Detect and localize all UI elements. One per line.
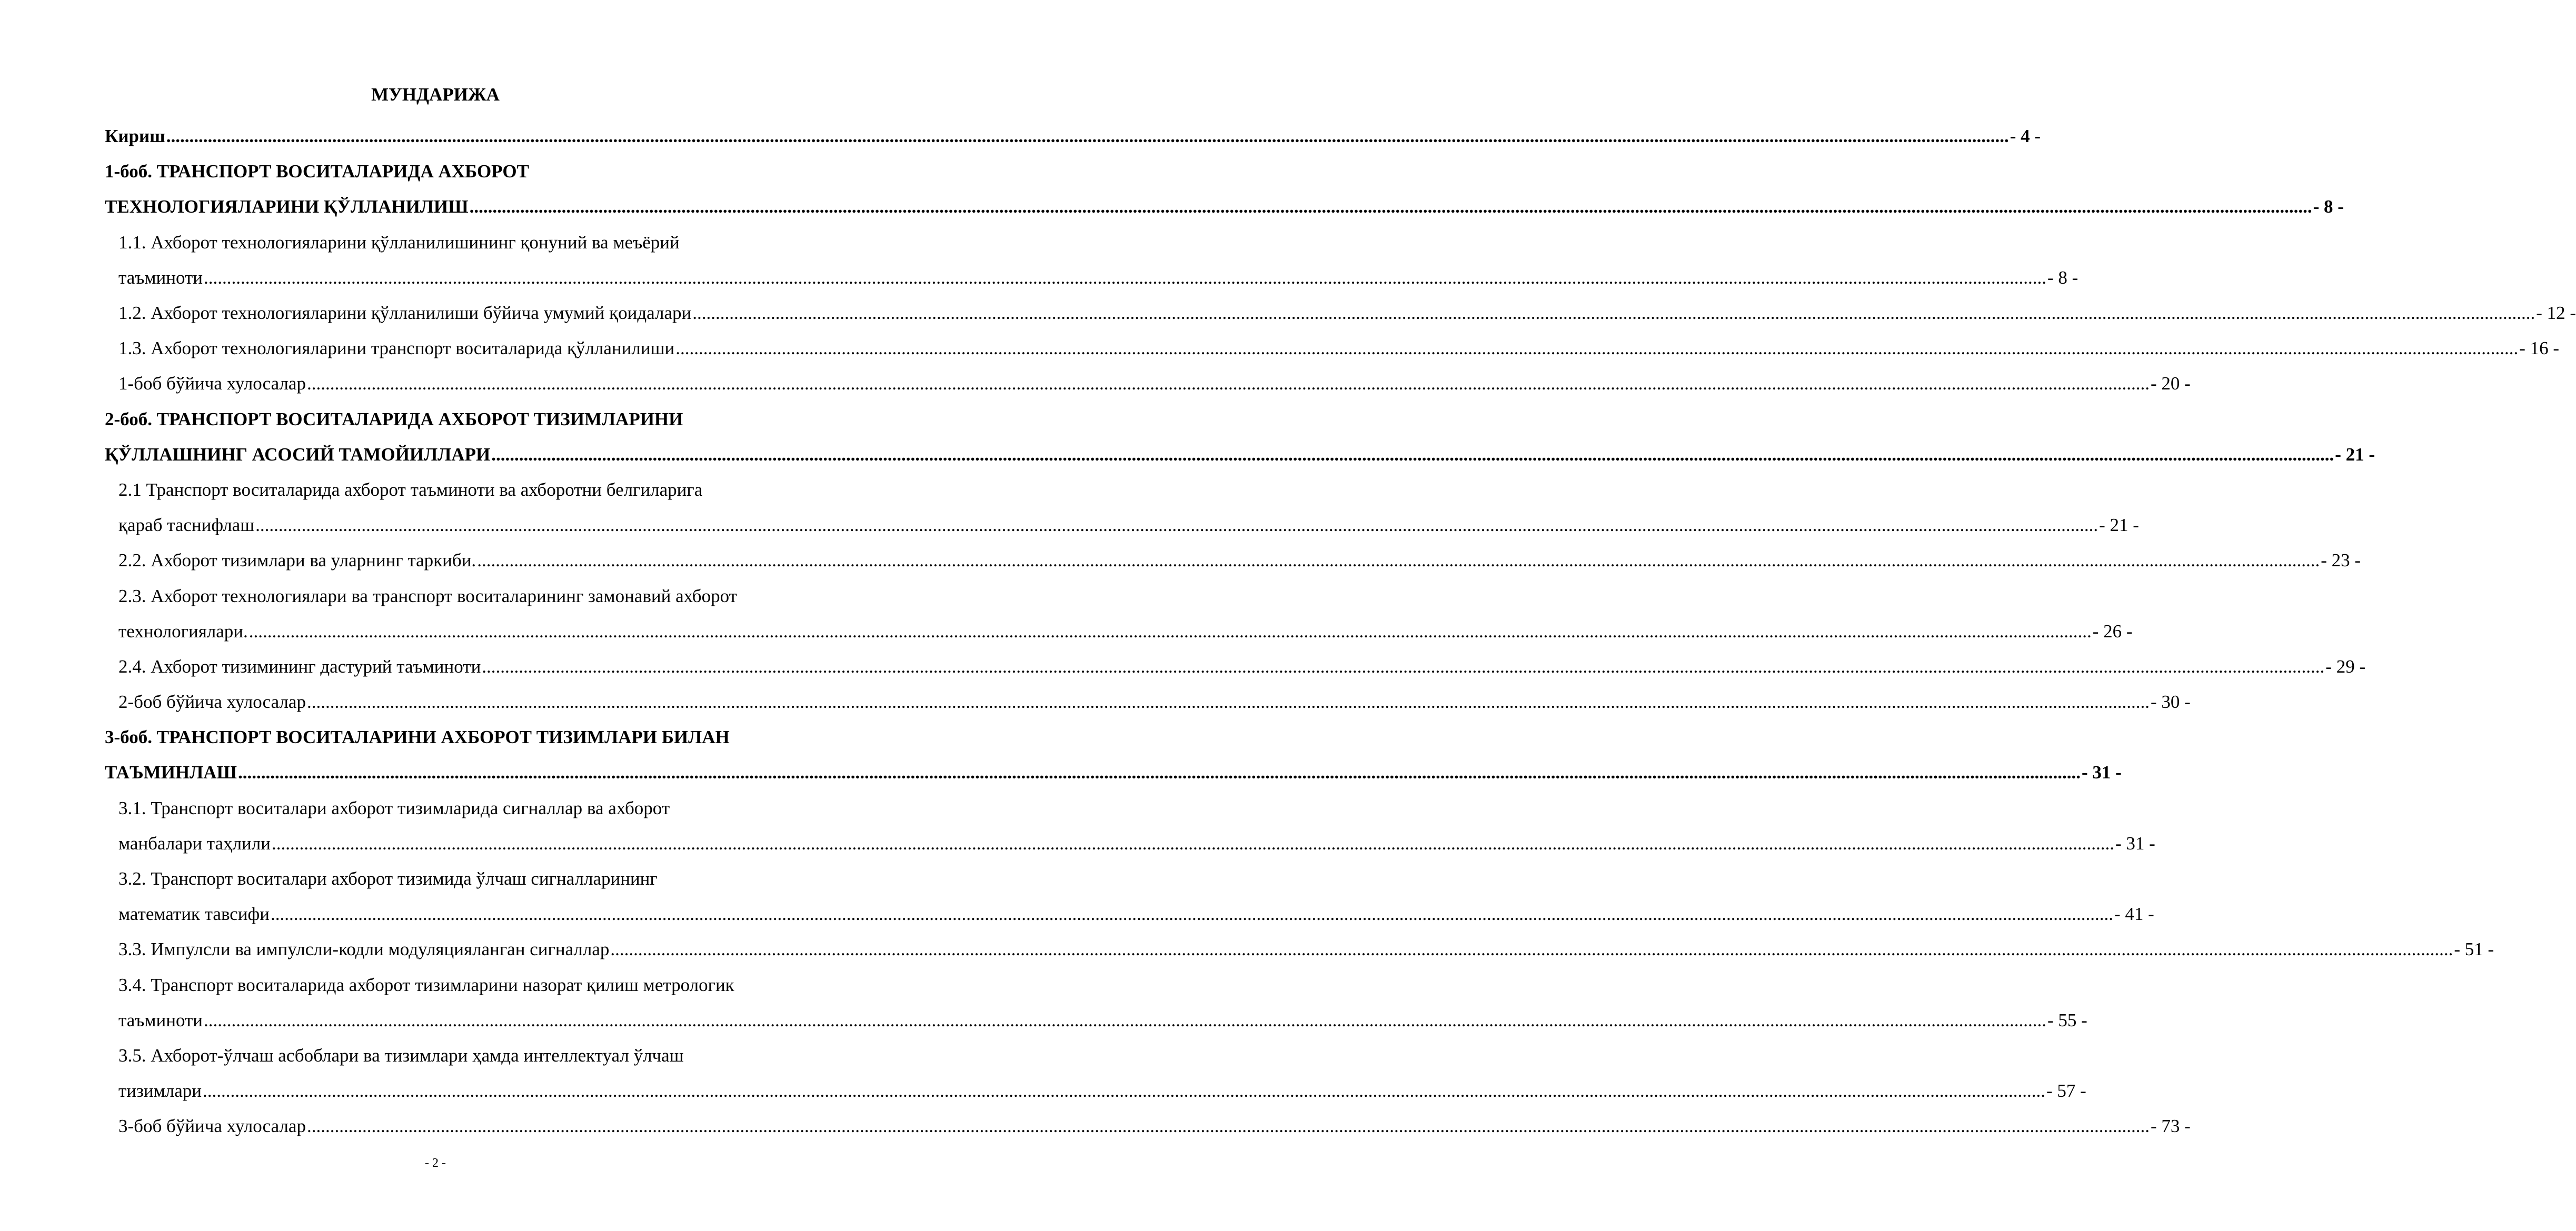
toc-dot-leader: ................................................................................................................................................................................................................................................................................................................................................................................................................ xyxy=(491,444,2334,465)
toc-entry-title: ҚЎЛЛАШНИНГ АСОСИЙ ТАМОЙИЛЛАРИ xyxy=(105,444,491,465)
toc-dot-leader: ................................................................................................................................................................................................................................................................................................................................................................................................................ xyxy=(692,303,2535,324)
toc-entry-title: 2.3. Ахборот технологиялари ва транспорт воситаларининг замонавий ахборот xyxy=(118,585,737,606)
toc-page-number: - 55 - xyxy=(2047,1009,2087,1030)
toc-entry-title: таъминоти xyxy=(118,267,203,288)
toc-page-number: - 16 - xyxy=(2519,338,2560,359)
toc-entry-title: 1-боб. ТРАНСПОРТ ВОСИТАЛАРИДА АХБОРОТ xyxy=(105,161,529,182)
page-title: МУНДАРИЖА xyxy=(371,84,500,105)
toc-section-line[interactable] xyxy=(105,1003,2087,1038)
toc-section-line[interactable] xyxy=(105,932,2494,967)
toc-section-line[interactable] xyxy=(105,225,810,260)
toc-section-line[interactable] xyxy=(105,578,810,613)
toc-entry-title: 3-боб. ТРАНСПОРТ ВОСИТАЛАРИНИ АХБОРОТ ТИЗИМЛАРИ БИЛАН xyxy=(105,727,730,748)
toc-chapter-line[interactable] xyxy=(105,755,2122,790)
toc-entry-title: 3.2. Транспорт воситалари ахборот тизимида ўлчаш сигналларининг xyxy=(118,868,658,889)
toc-section-line[interactable] xyxy=(105,649,2366,684)
toc-entry-title: 1.3. Ахборот технологияларини транспорт воситаларида қўлланилиши xyxy=(118,338,675,359)
toc-section-line[interactable] xyxy=(105,295,2576,331)
toc-section-line[interactable] xyxy=(105,826,2155,861)
toc-page-number: - 31 - xyxy=(2081,762,2122,783)
toc-section-line[interactable] xyxy=(105,896,2154,932)
toc-page-number: - 57 - xyxy=(2046,1080,2086,1102)
toc-entry-title: қараб таснифлаш xyxy=(118,515,255,536)
toc-dot-leader: ................................................................................................................................................................................................................................................................................................................................................................................................................ xyxy=(477,550,2320,571)
toc-entry-title: 2.1 Транспорт воситаларида ахборот таъминоти ва ахборотни белгиларига xyxy=(118,479,703,500)
toc-chapter-line[interactable] xyxy=(105,437,2375,472)
toc-dot-leader: ................................................................................................................................................................................................................................................................................................................................................................................................................ xyxy=(237,762,2081,783)
toc-page-number: - 30 - xyxy=(2150,692,2191,713)
page-number: - 2 - xyxy=(425,1156,446,1170)
toc-dot-leader: ................................................................................................................................................................................................................................................................................................................................................................................................................ xyxy=(248,620,2092,642)
toc-chapter-line[interactable] xyxy=(105,118,2041,154)
toc-dot-leader: ................................................................................................................................................................................................................................................................................................................................................................................................................ xyxy=(255,515,2098,536)
toc-dot-leader: ................................................................................................................................................................................................................................................................................................................................................................................................................ xyxy=(270,904,2113,925)
toc-section-line[interactable] xyxy=(105,366,2191,401)
toc-dot-leader: ................................................................................................................................................................................................................................................................................................................................................................................................................ xyxy=(204,267,2047,288)
toc-section-line[interactable] xyxy=(105,260,2078,295)
toc-dot-leader: ................................................................................................................................................................................................................................................................................................................................................................................................................ xyxy=(610,939,2453,960)
toc-dot-leader: ................................................................................................................................................................................................................................................................................................................................................................................................................ xyxy=(482,656,2325,677)
toc-page-number: - 8 - xyxy=(2047,267,2078,288)
toc-entry-title: 2.4. Ахборот тизимининг дастурий таъминоти xyxy=(118,656,481,677)
toc-dot-leader: ................................................................................................................................................................................................................................................................................................................................................................................................................ xyxy=(306,692,2150,713)
toc-chapter-line[interactable] xyxy=(105,189,2344,224)
toc-dot-leader: ................................................................................................................................................................................................................................................................................................................................................................................................................ xyxy=(204,1009,2047,1030)
toc-page-number: - 31 - xyxy=(2115,833,2155,854)
toc-page-number: - 20 - xyxy=(2150,373,2191,394)
toc-page-number: - 51 - xyxy=(2454,939,2494,960)
toc-page-number: - 12 - xyxy=(2536,303,2576,324)
toc-entry-title: Кириш xyxy=(105,126,165,147)
toc-entry-title: тизимлари xyxy=(118,1080,202,1102)
toc-chapter-line[interactable] xyxy=(105,402,810,437)
toc-chapter-line[interactable] xyxy=(105,719,810,755)
toc-page-number: - 21 - xyxy=(2099,515,2139,536)
toc-dot-leader: ................................................................................................................................................................................................................................................................................................................................................................................................................ xyxy=(675,338,2519,359)
toc-entry-title: 1.2. Ахборот технологияларини қўлланилиши бўйича умумий қоидалари xyxy=(118,303,692,324)
toc-entry-title: 3.5. Ахборот-ўлчаш асбоблари ва тизимлари ҳамда интеллектуал ўлчаш xyxy=(118,1045,684,1066)
toc-entry-title: 3.3. Импулсли ва импулсли-кодли модуляцияланган сигналлар xyxy=(118,939,610,960)
toc-section-line[interactable] xyxy=(105,543,2361,578)
toc-entry-title: технологиялари. xyxy=(118,620,248,642)
toc-section-line[interactable] xyxy=(105,472,810,507)
toc-page-number: - 73 - xyxy=(2150,1116,2191,1137)
toc-section-line[interactable] xyxy=(105,614,2133,649)
toc-section-line[interactable] xyxy=(105,331,2560,366)
toc-entry-title: манбалари таҳлили xyxy=(118,833,271,854)
toc-dot-leader: ................................................................................................................................................................................................................................................................................................................................................................................................................ xyxy=(166,126,2009,147)
toc-dot-leader: ................................................................................................................................................................................................................................................................................................................................................................................................................ xyxy=(306,373,2150,394)
toc-section-line[interactable] xyxy=(105,684,2191,719)
toc-entry-title: 2.2. Ахборот тизимлари ва уларнинг таркиби. xyxy=(118,550,476,571)
toc-page-number: - 8 - xyxy=(2313,196,2344,217)
toc-section-line[interactable] xyxy=(105,1073,2086,1108)
toc-dot-leader: ................................................................................................................................................................................................................................................................................................................................................................................................................ xyxy=(202,1080,2045,1102)
toc-entry-title: математик тавсифи xyxy=(118,904,270,925)
toc-section-line[interactable] xyxy=(105,1038,810,1073)
toc-page-number: - 4 - xyxy=(2010,126,2041,147)
toc-entry-title: ТЕХНОЛОГИЯЛАРИНИ ҚЎЛЛАНИЛИШ xyxy=(105,196,469,217)
toc-entry-title: 1-боб бўйича хулосалар xyxy=(118,373,306,394)
toc-section-line[interactable] xyxy=(105,861,810,896)
toc-page-number: - 23 - xyxy=(2321,550,2361,571)
toc-dot-leader: ................................................................................................................................................................................................................................................................................................................................................................................................................ xyxy=(306,1116,2150,1137)
toc-entry-title: 3-боб бўйича хулосалар xyxy=(118,1116,306,1137)
toc-page-number: - 21 - xyxy=(2335,444,2375,465)
toc-entry-title: 1.1. Ахборот технологияларини қўлланилишининг қонуний ва меъёрий xyxy=(118,232,680,253)
toc-page-number: - 29 - xyxy=(2325,656,2366,677)
toc-entry-title: 2-боб. ТРАНСПОРТ ВОСИТАЛАРИДА АХБОРОТ ТИЗИМЛАРИНИ xyxy=(105,408,683,429)
toc-section-line[interactable] xyxy=(105,967,810,1003)
toc-section-line[interactable] xyxy=(105,507,2139,543)
toc-dot-leader: ................................................................................................................................................................................................................................................................................................................................................................................................................ xyxy=(271,833,2114,854)
toc-entry-title: ТАЪМИНЛАШ xyxy=(105,762,237,783)
table-of-contents xyxy=(105,118,2576,1144)
toc-section-line[interactable] xyxy=(105,790,810,826)
toc-page-number: - 26 - xyxy=(2092,620,2133,642)
toc-entry-title: 3.4. Транспорт воситаларида ахборот тизимларини назорат қилиш метрологик xyxy=(118,974,734,995)
toc-entry-title: таъминоти xyxy=(118,1009,203,1030)
toc-entry-title: 3.1. Транспорт воситалари ахборот тизимларида сигналлар ва ахборот xyxy=(118,797,670,818)
toc-chapter-line[interactable] xyxy=(105,154,810,189)
toc-dot-leader: ................................................................................................................................................................................................................................................................................................................................................................................................................ xyxy=(469,196,2312,217)
toc-page-number: - 41 - xyxy=(2114,904,2154,925)
toc-section-line[interactable] xyxy=(105,1108,2191,1144)
toc-entry-title: 2-боб бўйича хулосалар xyxy=(118,692,306,713)
